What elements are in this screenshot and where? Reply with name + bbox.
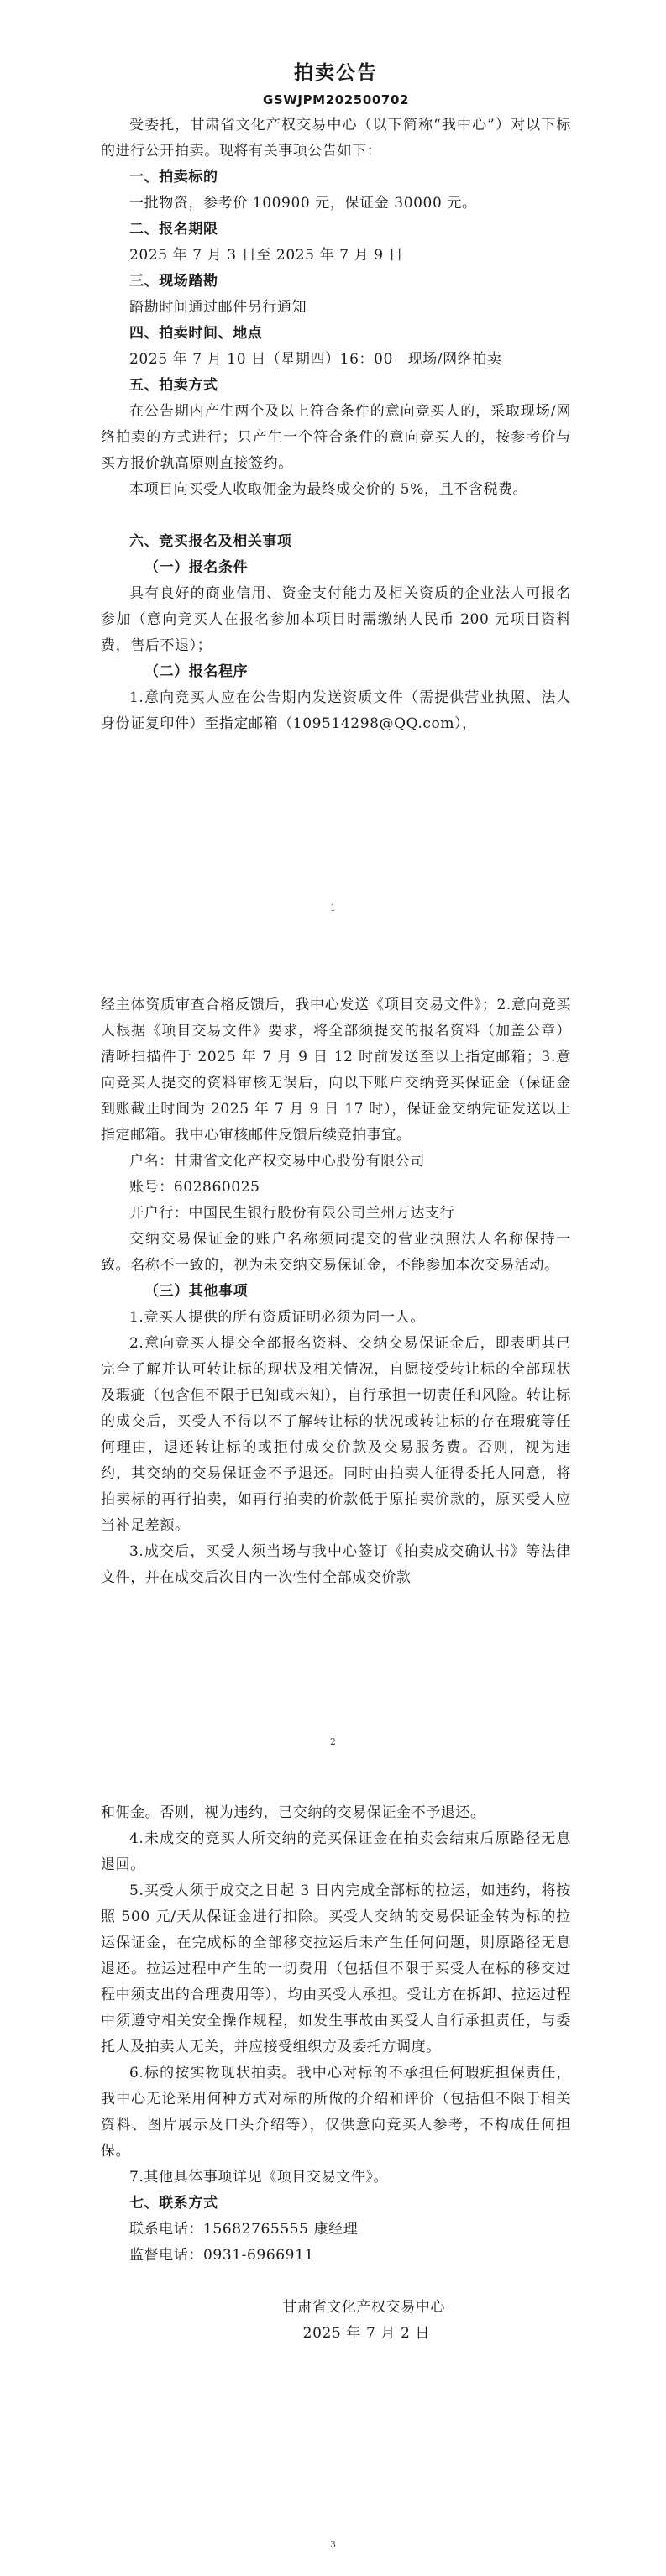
page-number: 3: [330, 2539, 336, 2550]
announcement-code: GSWJPM202500702: [262, 92, 410, 107]
section-5-paragraph-2: 本项目向买受人收取佣金为最终成交价的 5%，且不含税费。: [129, 481, 528, 498]
other-item-1: 1.竞买人提供的所有资质证明必须为同一人。: [129, 1309, 425, 1326]
section-1-text: 一批物资，参考价 100900 元，保证金 30000 元。: [129, 195, 477, 212]
subsection-2-text-part-2: 经主体资质审查合格反馈后，我中心发送《项目交易文件》；2.意向竞买人根据《项目交易文件》要求，将全部须提交的报名资料（加盖公章）清晰扫描件于 2025 年 7 月 9 日 12 时前发送至以上指定邮箱；3.意向竞买人提交的资料审核无误后，向以下账户交纳竞买保证金（保证金到账截止时间为 2025 年 7 月 9 日 17 时），保证金交纳凭证发送以上指定邮箱。我中心审核邮件反馈后续竞拍事宜。: [101, 997, 571, 1144]
section-6-heading: 六、竞买报名及相关事项: [129, 533, 292, 550]
other-item-5: 5.买受人须于成交之日起 3 日内完成全部标的拉运，如违约，将按照 500 元/天从保证金进行扣除。买受人交纳的交易保证金转为标的拉运保证金，在完成标的全部移交拉运后未产生任何问题，则原路径无息退还。拉运过程中产生的一切费用（包括但不限于买受人在标的移交过程中须支出的合理费用等），均由买受人承担。受让方在拆卸、拉运过程中须遵守相关安全操作规程，如发生事故由买受人自行承担责任，与委托人及拍卖人无关，并应接受组织方及委托方调度。: [101, 1882, 571, 2055]
page-1: [0, 0, 666, 974]
subsection-1-heading: （一）报名条件: [144, 559, 249, 576]
bank-name: 开户行：中国民生银行股份有限公司兰州万达支行: [129, 1205, 455, 1222]
section-5-paragraph-1: 在公告期内产生两个及以上符合条件的意向竞买人的，采取现场/网络拍卖的方式进行；只产生一个符合条件的意向竞买人的，按参考价与买方报价孰高原则直接签约。: [101, 403, 571, 472]
section-4-text: 2025 年 7 月 10 日（星期四）16：00 现场/网络拍卖: [129, 351, 502, 368]
other-item-2: 2.意向竞买人提交全部报名资料、交纳交易保证金后，即表明其已完全了解并认可转让标的现状及相关情况，自愿接受转让标的全部现状及瑕疵（包含但不限于已知或未知），自行承担一切责任和风险。转让标的成交后，买受人不得以不了解转让标的状况或转让标的存在瑕疵等任何理由，退还转让标的或拒付成交价款及交易服务费。否则，视为违约，其交纳的交易保证金不予退还。同时由拍卖人征得委托人同意，将拍卖标的再行拍卖，如再行拍卖的价款低于原拍卖价款的，原买受人应当补足差额。: [101, 1335, 571, 1534]
section-3-text: 踏勘时间通过邮件另行通知: [129, 299, 307, 316]
section-2-text: 2025 年 7 月 3 日至 2025 年 7 月 9 日: [129, 247, 404, 264]
subsection-2-text-part-1: 1.意向竞买人应在公告期内发送资质文件（需提供营业执照、法人身份证复印件）至指定邮箱（109514298@QQ.com），: [101, 689, 571, 732]
page-number: 2: [330, 1736, 336, 1747]
other-item-4: 4.未成交的竞买人所交纳的竞买保证金在拍卖会结束后原路径无息退回。: [101, 1830, 571, 1873]
subsection-2-heading: （二）报名程序: [144, 663, 249, 680]
other-item-6: 6.标的按实物现状拍卖。我中心对标的不承担任何瑕疵担保责任，我中心无论采用何种方式对标的所做的介绍和评价（包括但不限于相关资料、图片展示及口头介绍等），仅供意向竞买人参考，不构成任何担保。: [101, 2065, 571, 2160]
deposit-note: 交纳交易保证金的账户名称须同提交的营业执照法人名称保持一致。名称不一致的，视为未交纳交易保证金，不能参加本次交易活动。: [101, 1231, 571, 1274]
section-4-heading: 四、拍卖时间、地点: [129, 325, 263, 342]
section-3-heading: 三、现场踏勘: [129, 273, 218, 290]
page-3: [0, 1780, 666, 2576]
account-number: 账号：602860025: [129, 1179, 260, 1196]
section-1-heading: 一、拍卖标的: [129, 169, 218, 186]
section-2-heading: 二、报名期限: [129, 221, 218, 238]
section-7-heading: 七、联系方式: [129, 2195, 218, 2212]
page-2: [0, 974, 666, 1780]
other-item-3-part-2: 和佣金。否则，视为违约，已交纳的交易保证金不予退还。: [101, 1804, 485, 1821]
intro-paragraph: 受委托，甘肃省文化产权交易中心（以下简称“我中心”）对以下标的进行公开拍卖。现将有关事项公告如下：: [101, 117, 571, 160]
supervision-phone: 监督电话：0931-6966911: [129, 2247, 314, 2264]
other-item-3-part-1: 3.成交后，买受人须当场与我中心签订《拍卖成交确认书》等法律文件，并在成交后次日内一次性付全部成交价款: [101, 1543, 571, 1586]
page-title: 拍卖公告: [294, 62, 378, 84]
subsection-1-text: 具有良好的商业信用、资金支付能力及相关资质的企业法人可报名参加（意向竞买人在报名参加本项目时需缴纳人民币 200 元项目资料费，售后不退）；: [101, 585, 571, 654]
contact-phone: 联系电话：15682765555 康经理: [129, 2221, 359, 2238]
subsection-3-heading: （三）其他事项: [144, 1283, 249, 1300]
signature-organization: 甘肃省文化产权交易中心: [282, 2299, 445, 2316]
section-5-heading: 五、拍卖方式: [129, 377, 218, 394]
account-name: 户名：甘肃省文化产权交易中心股份有限公司: [129, 1153, 425, 1170]
signature-date: 2025 年 7 月 2 日: [302, 2325, 430, 2342]
other-item-7: 7.其他具体事项详见《项目交易文件》。: [129, 2169, 389, 2186]
page-number: 1: [330, 903, 336, 914]
